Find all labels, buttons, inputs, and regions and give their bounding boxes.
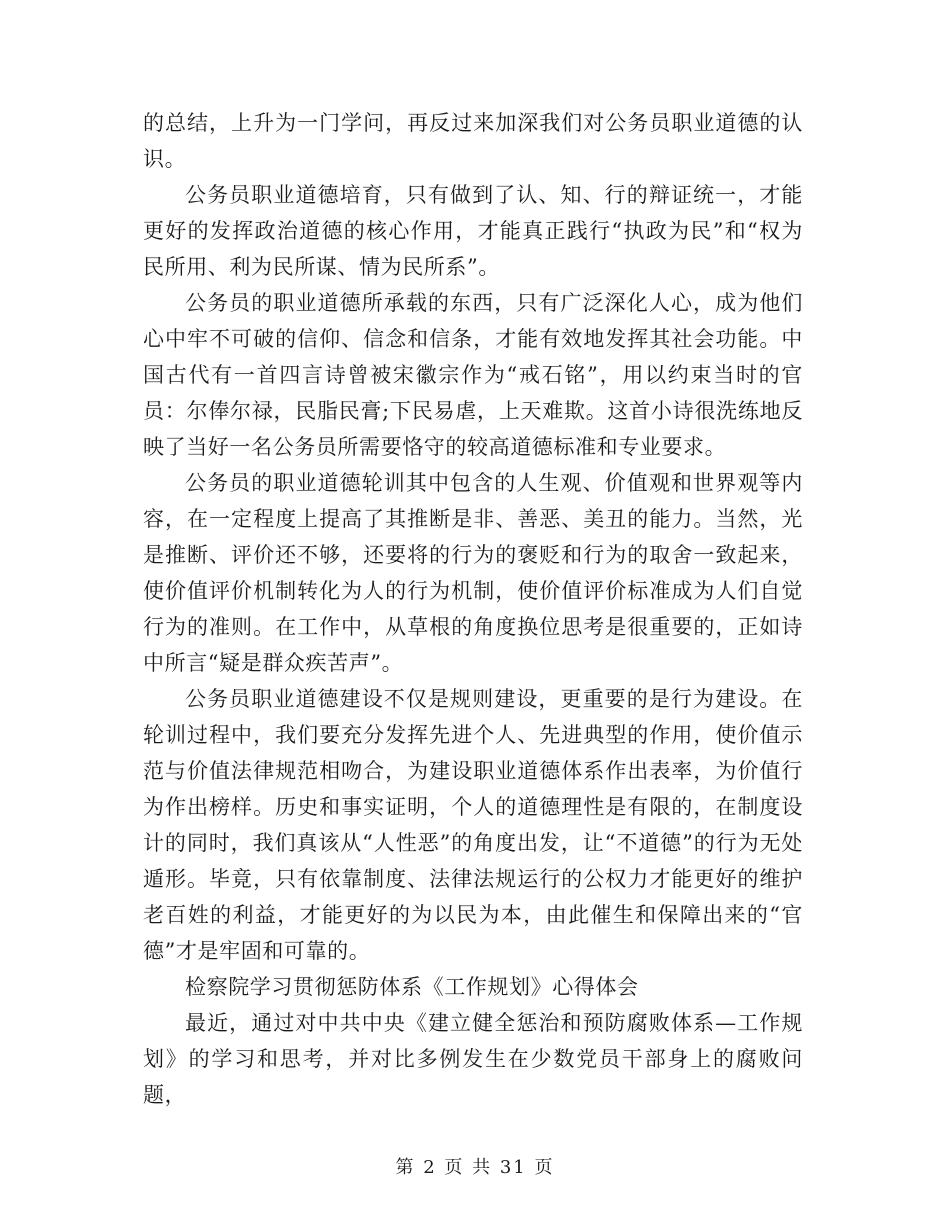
- section-heading: 检察院学习贯彻惩防体系《工作规划》心得体会: [185, 975, 639, 999]
- paragraph-cultivation: 公务员职业道德培育，只有做到了认、知、行的辩证统一，才能更好的发挥政治道德的核心作用，才能真正践行“执政为民”和“权为民所用、利为民所谋、情为民所系”。: [143, 183, 803, 279]
- page-number-footer: 第 2 页 共 31 页: [395, 1157, 555, 1178]
- paragraph-behavior: 公务员职业道德建设不仅是规则建设，更重要的是行为建设。在轮训过程中，我们要充分发挥先进个人、先进典型的作用，使价值示范与价值法律规范相吻合，为建设职业道德体系作出表率，为价值行为作出榜样。历史和事实证明，个人的道德理性是有限的，在制度设计的同时，我们真该从“人性恶”的角度出发，让“不道德”的行为无处遁形。毕竟，只有依靠制度、法律法规运行的公权力才能更好的维护老百姓的利益，才能更好的为以民为本，由此催生和保障出来的“官德”才是牢固和可靠的。: [143, 687, 803, 963]
- paragraph-recent-study: 最近，通过对中共中央《建立健全惩治和预防腐败体系—工作规划》的学习和思考，并对比多例发生在少数党员干部身上的腐败问题，: [143, 1011, 803, 1107]
- document-body: [143, 105, 803, 1113]
- paragraph-values: 公务员的职业道德轮训其中包含的人生观、价值观和世界观等内容，在一定程度上提高了其推断是非、善恶、美丑的能力。当然，光是推断、评价还不够，还要将的行为的褒贬和行为的取舍一致起来，使价值评价机制转化为人的行为机制，使价值评价标准成为人们自觉行为的准则。在工作中，从草根的角度换位思考是很重要的，正如诗中所言“疑是群众疾苦声”。: [143, 471, 803, 675]
- paragraph-continuation: 的总结，上升为一门学问，再反过来加深我们对公务员职业道德的认识。: [143, 111, 803, 171]
- paragraph-belief: 公务员的职业道德所承载的东西，只有广泛深化人心，成为他们心中牢不可破的信仰、信念和信条，才能有效地发挥其社会功能。中国古代有一首四言诗曾被宋徽宗作为“戒石铭”，用以约束当时的官员：尔俸尔禄，民脂民膏;下民易虐，上天难欺。这首小诗很洗练地反映了当好一名公务员所需要恪守的较高道德标准和专业要求。: [143, 291, 803, 459]
